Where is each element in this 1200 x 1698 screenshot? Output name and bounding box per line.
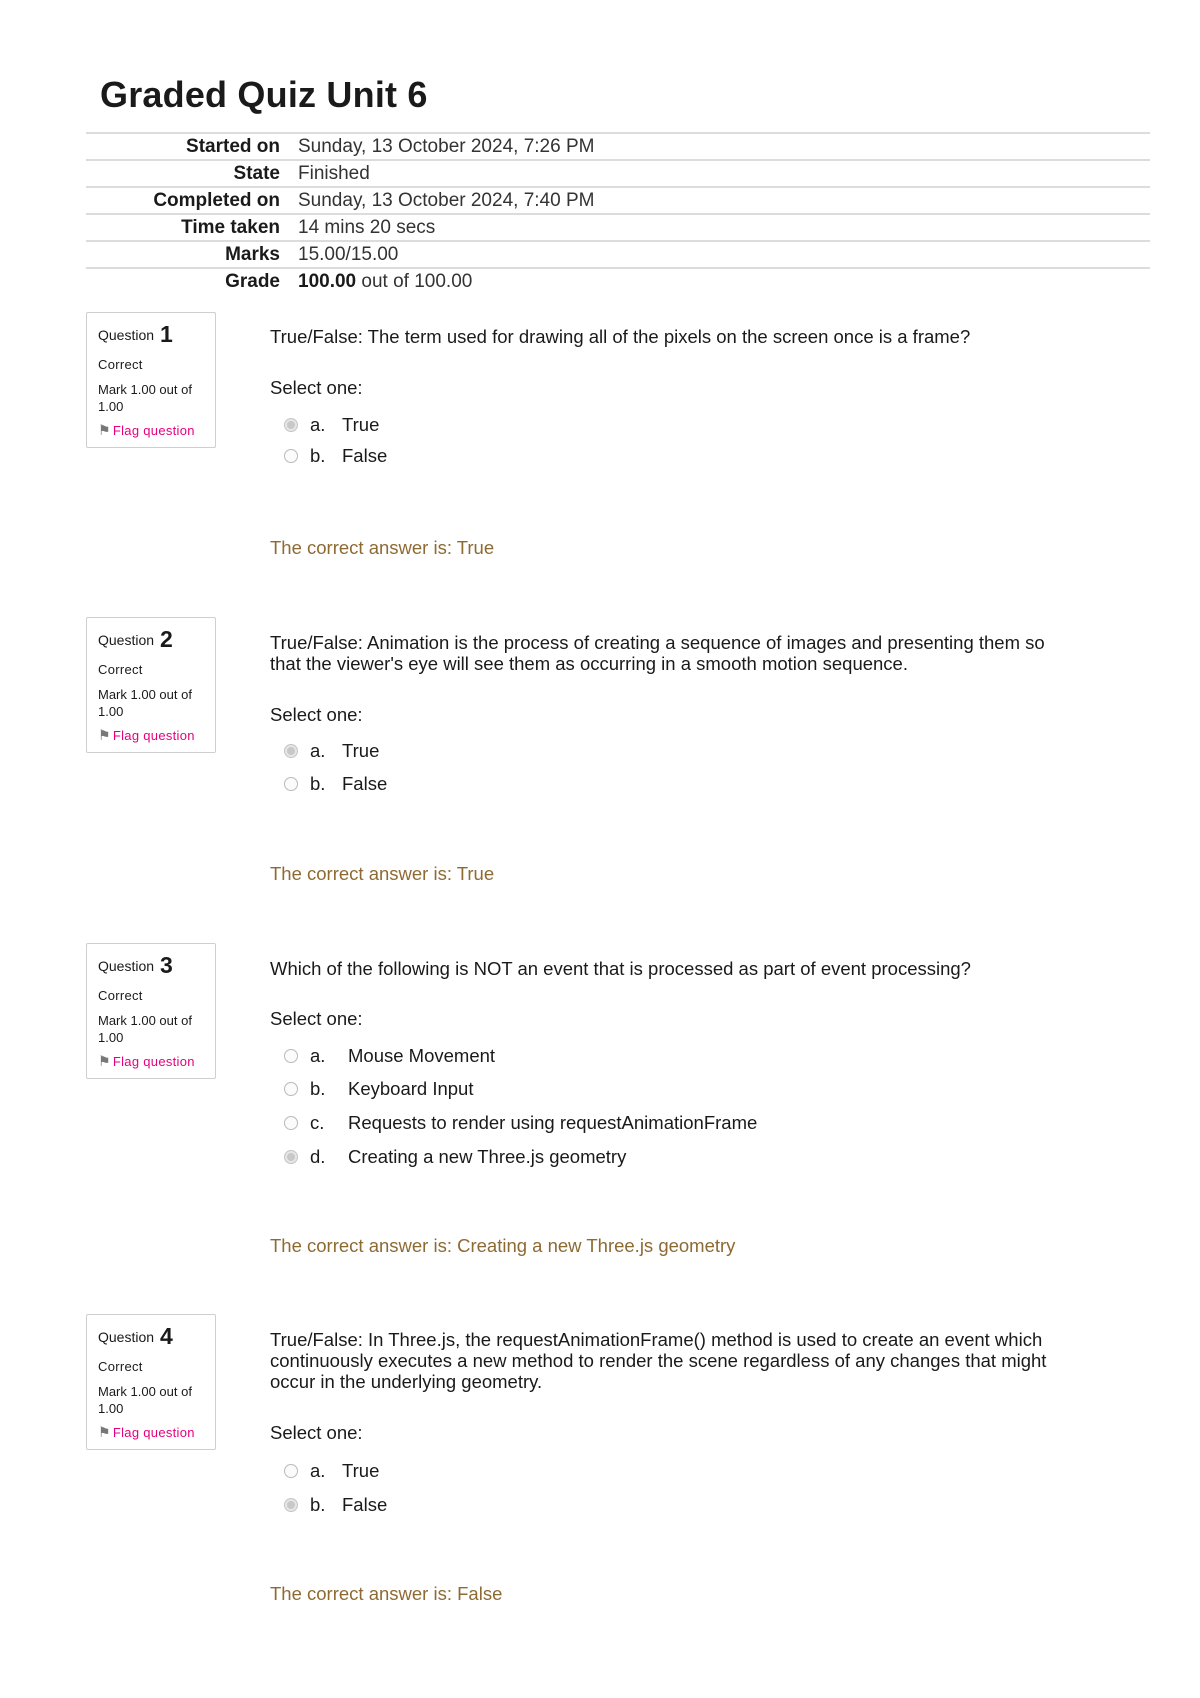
option-label: True [342,414,380,435]
page-title: Graded Quiz Unit 6 [100,74,428,115]
radio[interactable] [284,777,298,791]
radio[interactable] [284,1049,298,1063]
flag-question-label: Flag question [112,423,195,438]
radio-selected[interactable] [284,1498,298,1512]
option-d[interactable] [284,1146,626,1168]
option-b[interactable] [284,1494,387,1516]
question-number [98,1323,205,1350]
question-number-value: 3 [159,952,173,978]
select-one-prompt: Select one: [270,1422,363,1443]
summary-row-time-taken [86,214,1150,241]
summary-label: Completed on [153,189,280,211]
option-b[interactable] [284,445,387,467]
option-label: Creating a new Three.js geometry [348,1146,627,1167]
select-one-prompt: Select one: [270,704,363,725]
summary-label: Grade [225,270,280,292]
summary-value: 15.00/15.00 [298,243,399,265]
question-mark: Mark 1.00 out of 1.00 [98,1384,192,1416]
question-mark: Mark 1.00 out of 1.00 [98,382,192,414]
option-letter: b. [310,445,326,466]
correct-answer-feedback: The correct answer is: Creating a new Three.js geometry [270,1235,736,1256]
radio[interactable] [284,1116,298,1130]
flag-question-link[interactable] [98,422,205,439]
grade-out-of: out of 100.00 [361,270,473,292]
question-info-box [86,943,216,1079]
question-number-value: 2 [159,626,173,652]
question-text: Which of the following is NOT an event that is processed as part of event processing? [270,958,971,979]
flag-icon: ⚑ [98,727,111,743]
radio[interactable] [284,1082,298,1096]
summary-label: Time taken [181,216,280,238]
flag-question-link[interactable] [98,1053,205,1070]
question-info-box [86,1314,216,1450]
question-number [98,321,205,348]
attempt-summary-table [86,132,1150,294]
question-text: True/False: The term used for drawing all of the pixels on the screen once is a frame? [270,326,971,347]
flag-question-label: Flag question [112,1425,195,1440]
option-label: Requests to render using requestAnimationFrame [348,1112,758,1133]
summary-value [298,268,1150,294]
question-number-value: 1 [159,321,173,347]
question-text: True/False: In Three.js, the requestAnimationFrame() method is used to create an event which continuously executes a new method to render the scene regardless of any changes that might occur in the underlying geometry. [270,1329,1047,1392]
summary-row-started [86,133,1150,160]
option-b[interactable] [284,773,387,795]
correct-answer-feedback: The correct answer is: False [270,1583,503,1604]
question-label: Question [98,958,155,974]
option-a[interactable] [284,414,379,436]
option-a[interactable] [284,1045,495,1067]
option-letter: a. [310,740,326,761]
flag-icon: ⚑ [98,422,111,438]
flag-icon: ⚑ [98,1424,111,1440]
summary-value: Finished [298,162,370,184]
option-letter: a. [310,414,326,435]
summary-label: Started on [186,135,280,157]
question-number [98,626,205,653]
radio[interactable] [284,449,298,463]
select-one-prompt: Select one: [270,377,363,398]
summary-label: Marks [225,243,280,265]
radio-selected[interactable] [284,1150,298,1164]
flag-question-link[interactable] [98,1424,205,1441]
option-letter: d. [310,1146,326,1167]
question-state: Correct [98,1359,143,1374]
option-label: Mouse Movement [348,1045,496,1066]
option-label: False [342,773,388,794]
summary-label: State [233,162,280,184]
question-label: Question [98,1329,155,1345]
option-letter: a. [310,1460,326,1481]
question-mark: Mark 1.00 out of 1.00 [98,1013,192,1045]
summary-value: Sunday, 13 October 2024, 7:40 PM [298,189,595,211]
summary-row-state [86,160,1150,187]
correct-answer-feedback: The correct answer is: True [270,863,495,884]
option-letter: b. [310,1078,326,1099]
summary-value: Sunday, 13 October 2024, 7:26 PM [298,135,595,157]
radio-selected[interactable] [284,418,298,432]
question-text: True/False: Animation is the process of creating a sequence of images and presenting them so that the viewer's eye will see them as occurring in a smooth motion sequence. [270,632,1045,674]
question-state: Correct [98,357,143,372]
option-letter: c. [310,1112,325,1133]
summary-value: 14 mins 20 secs [298,216,436,238]
select-one-prompt: Select one: [270,1008,363,1029]
question-number-value: 4 [159,1323,173,1349]
option-label: False [342,445,388,466]
flag-icon: ⚑ [98,1053,111,1069]
grade-score: 100.00 [298,270,357,292]
question-info-box [86,312,216,448]
summary-row-completed [86,187,1150,214]
option-letter: b. [310,773,326,794]
summary-row-grade [86,268,1150,294]
question-number [98,952,205,979]
option-label: False [342,1494,388,1515]
question-info-box [86,617,216,753]
flag-question-link[interactable] [98,727,205,744]
summary-row-marks [86,241,1150,268]
option-letter: b. [310,1494,326,1515]
question-state: Correct [98,988,143,1003]
question-label: Question [98,632,155,648]
option-a[interactable] [284,740,379,762]
option-letter: a. [310,1045,326,1066]
option-a[interactable] [284,1460,379,1482]
option-label: True [342,1460,380,1481]
correct-answer-feedback: The correct answer is: True [270,537,495,558]
option-label: Keyboard Input [348,1078,474,1099]
option-label: True [342,740,380,761]
question-mark: Mark 1.00 out of 1.00 [98,687,192,719]
option-b[interactable] [284,1078,473,1100]
radio[interactable] [284,1464,298,1478]
option-c[interactable] [284,1112,757,1134]
radio-selected[interactable] [284,744,298,758]
flag-question-label: Flag question [112,728,195,743]
flag-question-label: Flag question [112,1054,195,1069]
question-state: Correct [98,662,143,677]
question-label: Question [98,327,155,343]
